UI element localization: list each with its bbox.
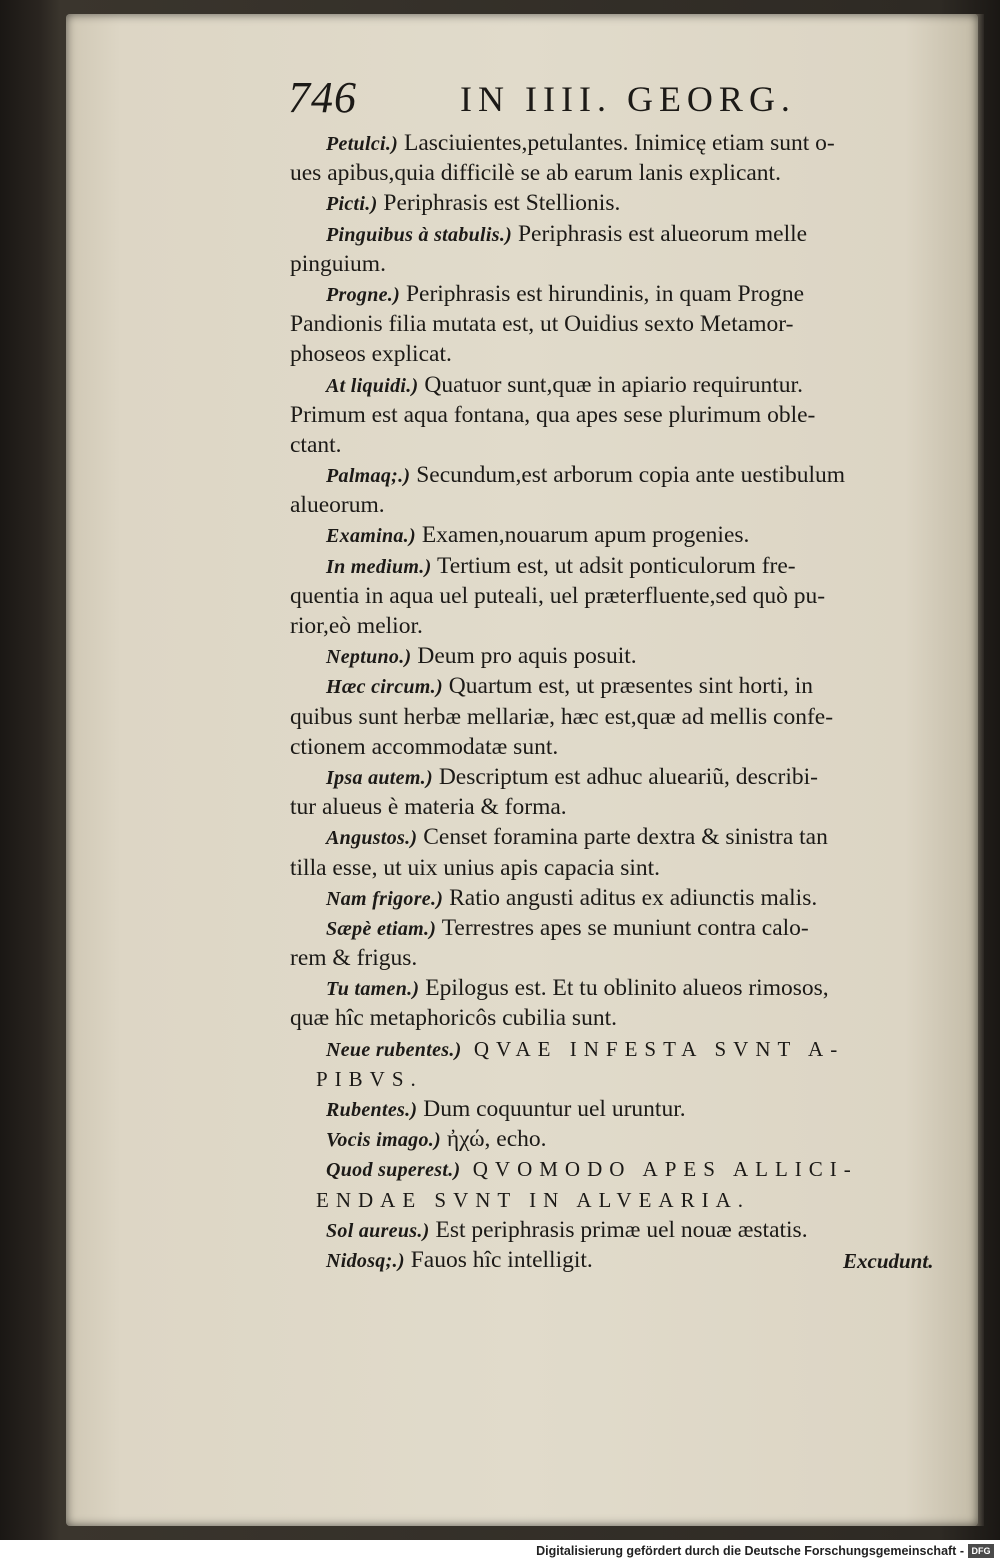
line-text: Periphrasis est hirundinis, in quam Progne [400,280,805,307]
page-number: 746 [288,73,357,122]
lemma: Examina.) [326,525,416,548]
section-heading: PIBVS. [316,1066,423,1091]
text-line [290,581,955,611]
lemma: Nam frigore.) [326,887,444,910]
line-text: Ratio angusti aditus ex adiunctis malis. [443,884,818,911]
text-line [290,370,955,400]
running-head: IN IIII. GEORG. [460,79,796,119]
line-text: ἠχώ, echo. [441,1126,547,1153]
footer-bar [0,1540,1000,1563]
text-line [290,883,955,913]
section-heading: QVOMODO APES ALLICI- [460,1157,858,1182]
lemma: Palmaq;.) [326,465,411,488]
text-line [290,1154,955,1184]
text-line [290,641,955,671]
text-line [290,913,955,943]
line-text: Est periphrasis primæ uel nouæ æstatis. [429,1216,808,1243]
lemma: Picti.) [326,193,378,216]
funding-notice: Digitalisierung gefördert durch die Deutsche Forschungsgemeinschaft - [536,1544,964,1558]
lemma: Quod superest.) [326,1159,461,1182]
line-text: Deum pro aquis posuit. [411,643,637,670]
lemma: Ipsa autem.) [326,766,433,789]
line-text: quæ hîc metaphoricôs cubilia sunt. [290,1005,617,1032]
text-line [290,1094,955,1124]
page-header [288,72,828,128]
text-line [290,943,955,973]
text-line [290,400,955,430]
line-text: pinguium. [290,250,386,277]
text-line [290,158,955,188]
lemma: Neue rubentes.) [326,1038,462,1061]
text-line [290,1064,955,1094]
text-line [290,1124,955,1154]
lemma: In medium.) [326,555,432,578]
lemma: Progne.) [326,283,401,306]
line-text: phoseos explicat. [290,341,452,368]
text-line [290,762,955,792]
line-text: rior,eò melior. [290,613,423,639]
text-line [290,792,955,822]
text-line [290,973,955,1003]
line-text: Secundum,est arborum copia ante uestibulum [410,462,846,489]
line-text: Tertium est, ut adsit ponticulorum fre- [431,552,796,579]
text-line [290,188,955,218]
lemma: Sol aureus.) [326,1219,430,1242]
line-text: Fauos hîc intelligit. [404,1246,593,1273]
text-line [290,1215,955,1245]
line-text: Periphrasis est alueorum melle [512,220,808,247]
text-line [290,853,955,883]
line-text: Quartum est, ut præsentes sint horti, in [442,673,814,700]
catchword: Excudunt. [843,1249,934,1273]
text-line [290,671,955,701]
line-text: ctant. [290,431,342,458]
text-line [290,430,955,460]
line-text: quibus sunt herbæ mellariæ, hæc est,quæ ad mellis confe- [290,703,834,730]
line-text: Quatuor sunt,quæ in apiario requiruntur. [418,371,803,398]
section-heading: QVAE INFESTA SVNT A- [461,1036,845,1061]
line-text: ctionem accommodatæ sunt. [290,733,559,760]
text-line [290,490,955,520]
text-line [290,822,955,852]
lemma: Sæpè etiam.) [326,917,437,940]
text-line [290,219,955,249]
text-line [290,460,955,490]
lemma: Angustos.) [326,827,418,850]
text-line [290,520,955,550]
lemma: Tu tamen.) [326,978,420,1001]
line-text: Descriptum est adhuc alueariũ, describi- [432,763,818,790]
line-text: tur alueus è materia & forma. [290,794,567,821]
text-line [290,309,955,339]
text-line [290,339,955,369]
text-line [290,611,955,641]
lemma: Petulci.) [326,133,399,155]
text-line [290,1034,955,1064]
commentary-text [290,128,955,1275]
line-text: Dum coquuntur uel uruntur. [417,1096,686,1122]
line-text: Terrestres apes se muniunt contra calo- [436,914,809,941]
line-text: tilla esse, ut uix unius apis capacia sint. [290,854,661,881]
line-text: Periphrasis est Stellionis. [377,190,621,217]
line-text: alueorum. [290,492,385,519]
text-line [290,249,955,279]
line-text: Primum est aqua fontana, qua apes sese plurimum oble- [290,401,816,428]
line-text: ues apibus,quia difficilè se ab earum lanis explicant. [290,160,781,187]
text-line [290,279,955,309]
lemma: Pinguibus à stabulis.) [326,223,513,246]
lemma: Vocis imago.) [326,1129,442,1152]
text-line [290,551,955,581]
line-text: Examen,nouarum apum progenies. [415,522,750,549]
lemma: Neptuno.) [326,646,412,669]
line-text: Pandionis filia mutata est, ut Ouidius sexto Metamor- [290,311,794,338]
line-text: Epilogus est. Et tu oblinito alueos rimosos, [419,975,829,1002]
text-line [290,1003,955,1033]
section-heading: ENDAE SVNT IN ALVEARIA. [316,1187,750,1212]
line-text: Censet foramina parte dextra & sinistra tan [417,824,828,851]
dfg-logo: DFG [968,1544,994,1558]
text-line [290,732,955,762]
text-line [290,702,955,732]
text-line [290,128,955,158]
lemma: At liquidi.) [326,374,419,397]
lemma: Rubentes.) [326,1099,418,1121]
lemma: Hæc circum.) [326,676,443,699]
lemma: Nidosq;.) [326,1249,405,1272]
text-line [290,1185,955,1215]
line-text: rem & frigus. [290,945,418,972]
line-text: Lasciuientes,petulantes. Inimicę etiam sunt o- [398,130,835,156]
line-text: quentia in aqua uel puteali, uel præterfluente,sed quò pu- [290,582,826,609]
